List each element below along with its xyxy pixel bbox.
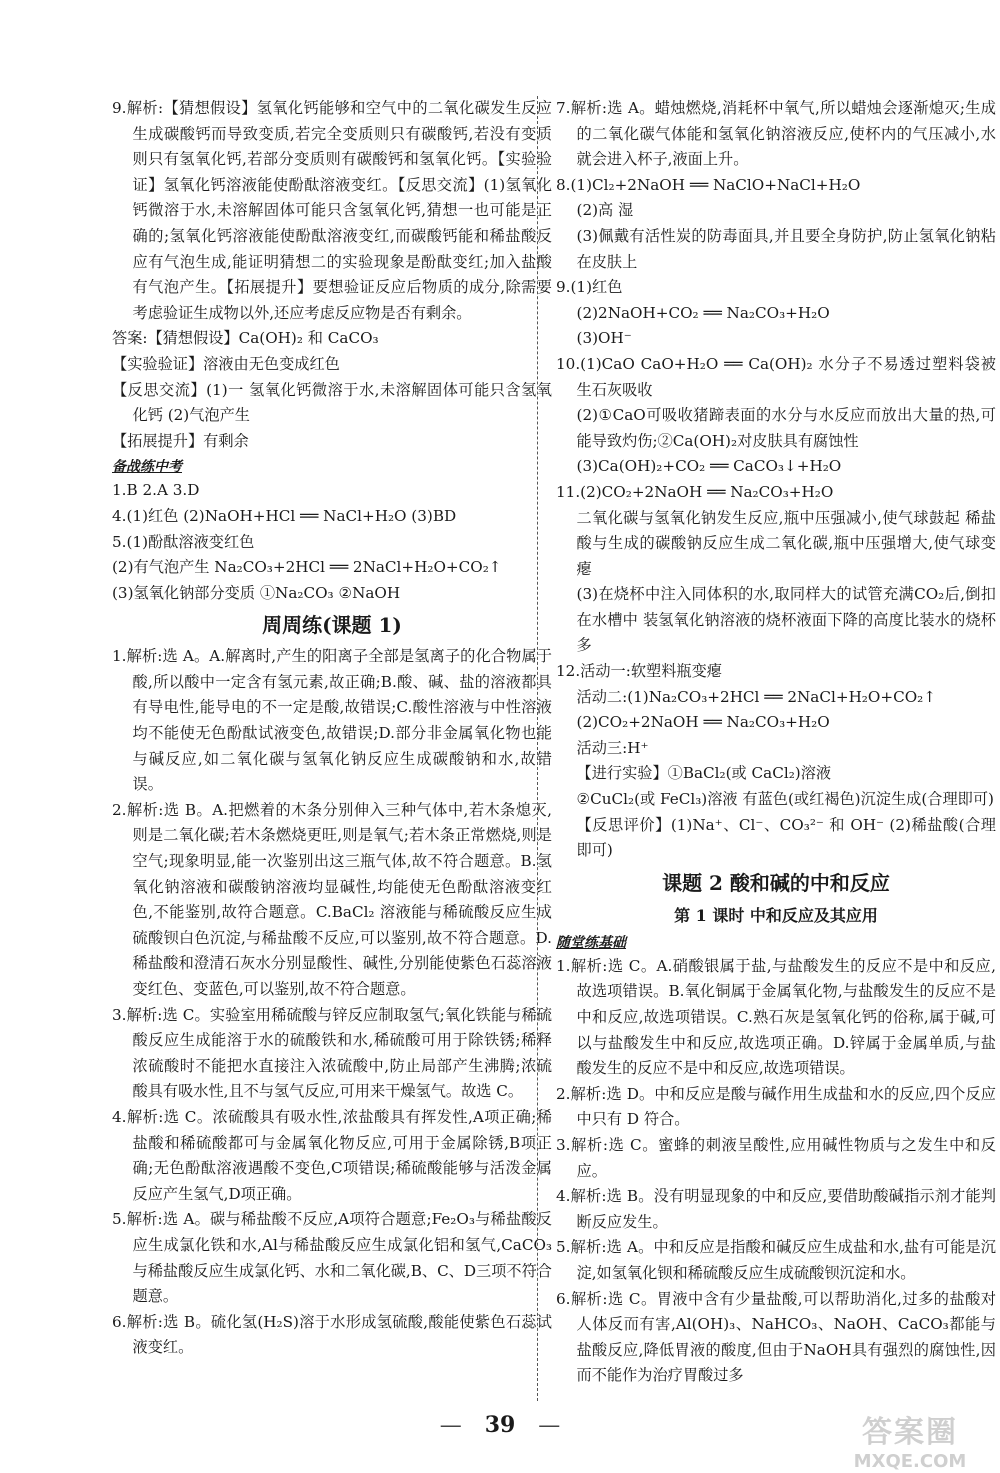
answer-paragraph: (3)佩戴有活性炭的防毒面具,并且要全身防护,防止氢氧化钠粘在皮肤上 <box>576 226 996 271</box>
answer-paragraph: 【进行实验】①BaCl₂(或 CaCl₂)溶液 <box>576 764 832 783</box>
answer-paragraph: 6.解析:选 B。硫化氢(H₂S)溶于水形成氢硫酸,酸能使紫色石蕊试液变红。 <box>112 1312 552 1357</box>
answer-paragraph: ②CuCl₂(或 FeCl₃)溶液 有蓝色(或红褐色)沉淀生成(合理即可) <box>576 790 994 809</box>
answer-paragraph: 5.(1)酚酞溶液变红色 <box>112 532 255 551</box>
watermark-line1: 答案圈 <box>862 1415 958 1450</box>
answer-paragraph: (3)在烧杯中注入同体积的水,取同样大的试管充满CO₂后,倒扣在水槽中 装氢氧化钠溶液的烧杯液面下降的高度比装水的烧杯多 <box>576 585 996 655</box>
answer-paragraph: 4.解析:选 B。没有明显现象的中和反应,要借助酸碱指示剂才能判断反应发生。 <box>556 1187 996 1231</box>
answer-paragraph: 3.解析:选 C。蜜蜂的刺液呈酸性,应用碱性物质与之发生中和反应。 <box>556 1135 996 1180</box>
answer-paragraph: 9.解析:【猜想假设】氢氧化钙能够和空气中的二氧化碳发生反应生成碳酸钙而导致变质,若完全变质则只有碳酸钙,若没有变质则只有氢氧化钙,若部分变质则有碳酸钙和氢氧化钙。【实验验证】氢氧化钙溶液能使酚酞溶液变红。【反思交流】(1)氢氧化钙微溶于水,未溶解固体可能只含氢氧化钙,猜想一也可能是正确的;氢氧化钙溶液能使酚酞溶液变红,而碳酸钙能和稀盐酸反应有气泡生成,能证明猜想二的实验现象是酚酞变红;加入盐酸有气泡产生。【拓展提升】要想验证反应后物质的成分,除需要考虑验证生成物以外,还应考虑反应物是否有剩余。 <box>112 99 552 322</box>
page-number: 39 <box>484 1412 516 1438</box>
answer-paragraph: 【反思交流】(1)一 氢氧化钙微溶于水,未溶解固体可能只含氢氧化钙 (2)气泡产生 <box>112 380 552 425</box>
answer-paragraph: 1.解析:选 C。A.硝酸银属于盐,与盐酸发生的反应不是中和反应,故选项错误。B.氧化铜属于金属氧化物,与盐酸发生的反应不是中和反应,故选项错误。C.熟石灰是氢氧化钙的俗称,属于碱,可以与盐酸发生中和反应,故选项正确。D.锌属于金属单质,与盐酸发生的反应不是中和反应,故选项错误。 <box>556 956 996 1078</box>
section-label: 备战练中考 <box>112 459 182 476</box>
answer-paragraph: 【拓展提升】有剩余 <box>112 431 249 450</box>
answer-paragraph: 8.(1)Cl₂+2NaOH ══ NaClO+NaCl+H₂O <box>556 175 861 194</box>
column-divider <box>537 96 538 1401</box>
answer-paragraph: 7.解析:选 A。蜡烛燃烧,消耗杯中氧气,所以蜡烛会逐渐熄灭;生成的二氧化碳气体能和氢氧化钠溶液反应,使杯内的气压减小,水就会进入杯子,液面上升。 <box>556 99 996 169</box>
watermark-line2: MXQE.COM <box>853 1451 967 1472</box>
section-title: 课题 2 酸和碱的中和反应 <box>662 870 890 895</box>
answer-paragraph: 活动二:(1)Na₂CO₃+2HCl ══ 2NaCl+H₂O+CO₂↑ <box>576 687 936 706</box>
answer-paragraph: (3)Ca(OH)₂+CO₂ ══ CaCO₃↓+H₂O <box>576 457 842 476</box>
answer-paragraph: 答案:【猜想假设】Ca(OH)₂ 和 CaCO₃ <box>112 329 379 348</box>
answer-paragraph: 二氧化碳与氢氧化钠发生反应,瓶中压强减小,使气球鼓起 稀盐酸与生成的碳酸钠反应生成二氧化碳,瓶中压强增大,使气球变瘪 <box>576 508 996 578</box>
answer-paragraph: 11.(2)CO₂+2NaOH ══ Na₂CO₃+H₂O <box>556 482 834 501</box>
section-title: 周周练(课题 1) <box>262 613 402 638</box>
answer-paragraph: 12.活动一:软塑料瓶变瘪 <box>556 662 722 681</box>
answer-paragraph: (2)2NaOH+CO₂ ══ Na₂CO₃+H₂O <box>576 303 830 322</box>
footer-dash-right: — <box>538 1413 561 1438</box>
left-column <box>112 96 552 1361</box>
answer-paragraph: 4.解析:选 C。浓硫酸具有吸水性,浓盐酸具有挥发性,A项正确;稀盐酸和稀硫酸都可与金属氧化物反应,可用于金属除锈,B项正确;无色酚酞溶液遇酸不变色,C项错误;稀硫酸能够与活泼金属反应产生氢气,D项正确。 <box>112 1107 552 1203</box>
section-subtitle: 第 1 课时 中和反应及其应用 <box>674 905 878 925</box>
watermark-logo <box>830 1407 990 1472</box>
answer-paragraph: 1.解析:选 A。A.解离时,产生的阳离子全部是氢离子的化合物属于酸,所以酸中一定含有氢元素,故正确;B.酸、碱、盐的溶液都具有导电性,能导电的不一定是酸,故错误;C.酸性溶液与中性溶液均不能使无色酚酞试液变色,故错误;D.部分非金属氧化物也能与碱反应,如二氧化碳与氢氧化钠反应生成碳酸钠和水,故错误。 <box>112 647 552 794</box>
answer-paragraph: 5.解析:选 A。碳与稀盐酸不反应,A项符合题意;Fe₂O₃与稀盐酸反应生成氯化铁和水,Al与稀盐酸反应生成氯化铝和氢气,CaCO₃与稀盐酸反应生成氯化钙、水和二氧化碳,B、C、D三项不符合题意。 <box>112 1210 552 1306</box>
answer-paragraph: 5.解析:选 A。中和反应是指酸和碱反应生成盐和水,盐有可能是沉淀,如氢氧化钡和稀硫酸反应生成硫酸钡沉淀和水。 <box>556 1238 996 1282</box>
footer-dash-left: — <box>439 1413 462 1438</box>
answer-paragraph: 2.解析:选 D。中和反应是酸与碱作用生成盐和水的反应,四个反应中只有 D 符合。 <box>556 1084 996 1129</box>
answer-paragraph: 10.(1)CaO CaO+H₂O ══ Ca(OH)₂ 水分子不易透过塑料袋被生石灰吸收 <box>556 354 996 399</box>
answer-paragraph: (2)有气泡产生 Na₂CO₃+2HCl ══ 2NaCl+H₂O+CO₂↑ <box>112 558 502 577</box>
answer-paragraph: (3)氢氧化钠部分变质 ①Na₂CO₃ ②NaOH <box>112 583 401 602</box>
answer-paragraph: 【反思评价】(1)Na⁺、Cl⁻、CO₃²⁻ 和 OH⁻ (2)稀盐酸(合理即可) <box>576 815 996 860</box>
answer-paragraph: 6.解析:选 C。胃液中含有少量盐酸,可以帮助消化,过多的盐酸对人体反而有害,Al(OH)₃、NaHCO₃、NaOH、CaCO₃都能与盐酸反应,降低胃液的酸度,但由于NaOH具有强烈的腐蚀性,因而不能作为治疗胃酸过多 <box>556 1289 996 1385</box>
answer-paragraph: 2.解析:选 B。A.把燃着的木条分别伸入三种气体中,若木条熄灭,则是二氧化碳;若木条燃烧更旺,则是氧气;若木条正常燃烧,则是空气;现象明显,能一次鉴别出这三瓶气体,故不符合题意。B.氢氧化钠溶液和碳酸钠溶液均显碱性,均能使无色酚酞溶液变红色,不能鉴别,故符合题意。C.BaCl₂ 溶液能与稀硫酸反应生成硫酸钡白色沉淀,与稀盐酸不反应,可以鉴别,故不符合题意。D.稀盐酸和澄清石灰水分别显酸性、碱性,分别能使紫色石蕊溶液变红色、变蓝色,可以鉴别,故不符合题意。 <box>112 800 552 998</box>
section-label: 随堂练基础 <box>556 934 626 951</box>
answer-paragraph: 3.解析:选 C。实验室用稀硫酸与锌反应制取氢气;氧化铁能与稀硫酸反应生成能溶于水的硫酸铁和水,稀硫酸可用于除铁锈;稀释浓硫酸时不能把水直接注入浓硫酸中,防止局部产生沸腾;浓硫酸具有吸水性,且不与氢气反应,可用来干燥氢气。故选 C。 <box>112 1005 552 1101</box>
answer-paragraph: 【实验验证】溶液由无色变成红色 <box>112 354 340 373</box>
answer-paragraph: 1.B 2.A 3.D <box>112 481 200 500</box>
answer-paragraph: 活动三:H⁺ <box>576 738 649 757</box>
answer-paragraph: (2)①CaO可吸收猪蹄表面的水分与水反应而放出大量的热,可能导致灼伤;②Ca(OH)₂对皮肤具有腐蚀性 <box>576 406 996 450</box>
answer-paragraph: 9.(1)红色 <box>556 278 623 297</box>
answer-paragraph: 4.(1)红色 (2)NaOH+HCl ══ NaCl+H₂O (3)BD <box>112 506 457 525</box>
answer-paragraph: (2)高 湿 <box>576 201 634 220</box>
answer-paragraph: (2)CO₂+2NaOH ══ Na₂CO₃+H₂O <box>576 713 830 732</box>
answer-paragraph: (3)OH⁻ <box>576 329 632 348</box>
right-column <box>556 96 996 1389</box>
